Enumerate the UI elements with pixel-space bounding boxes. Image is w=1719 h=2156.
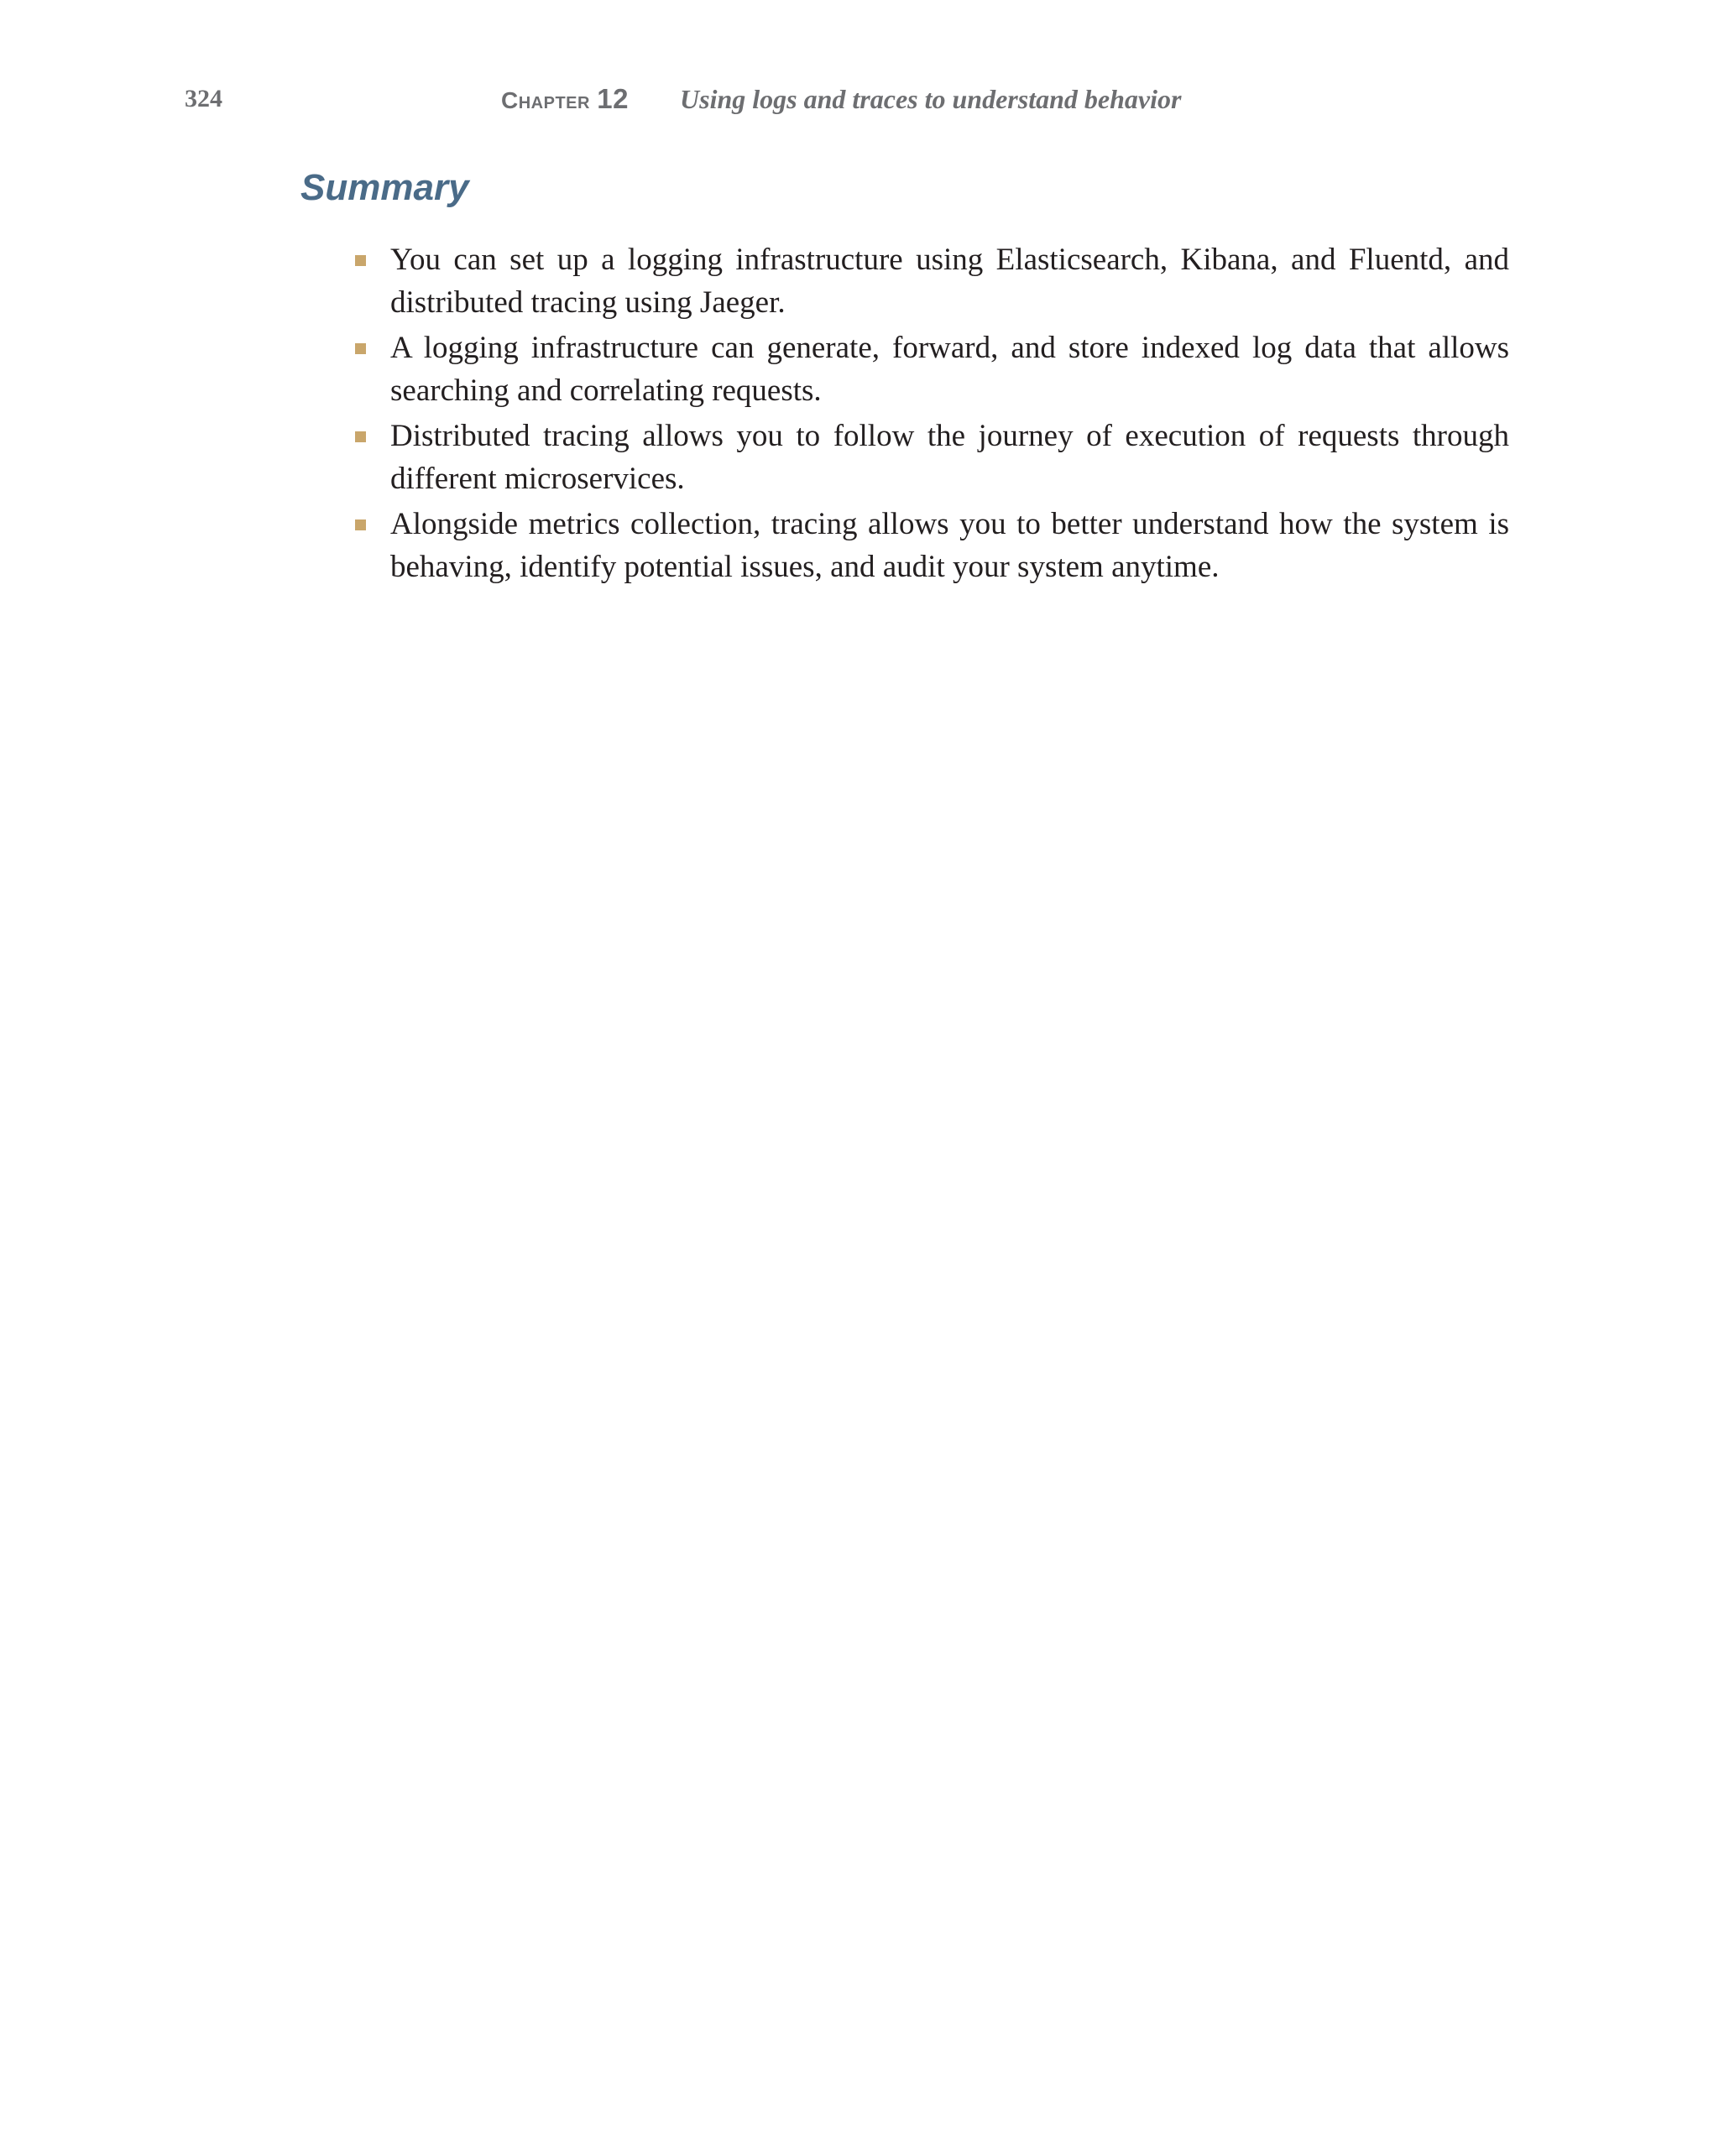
running-head xyxy=(0,81,1719,123)
summary-item-text: A logging infrastructure can generate, forward, and store indexed log data that allows searching and correlating requests. xyxy=(390,331,1509,408)
chapter-number: 12 xyxy=(597,83,629,114)
summary-item xyxy=(353,503,1509,588)
summary-list xyxy=(353,238,1509,591)
page-number: 324 xyxy=(185,85,222,112)
summary-item-text: You can set up a logging infrastructure using Elasticsearch, Kibana, and Fluentd, and distributed tracing using Jaeger. xyxy=(390,243,1509,320)
square-bullet-icon xyxy=(355,255,366,266)
section-heading: Summary xyxy=(300,167,469,208)
summary-item xyxy=(353,326,1509,412)
square-bullet-icon xyxy=(355,343,366,354)
summary-item xyxy=(353,415,1509,500)
summary-item xyxy=(353,238,1509,324)
chapter-word: Chapter xyxy=(501,87,590,113)
chapter-label xyxy=(501,81,629,119)
square-bullet-icon xyxy=(355,431,366,442)
summary-item-text: Alongside metrics collection, tracing allows you to better understand how the system is behaving, identify potential issues, and audit your system anytime. xyxy=(390,507,1509,584)
summary-item-text: Distributed tracing allows you to follow the journey of execution of requests through different microservices. xyxy=(390,419,1509,496)
chapter-title: Using logs and traces to understand behavior xyxy=(680,84,1182,114)
square-bullet-icon xyxy=(355,519,366,530)
